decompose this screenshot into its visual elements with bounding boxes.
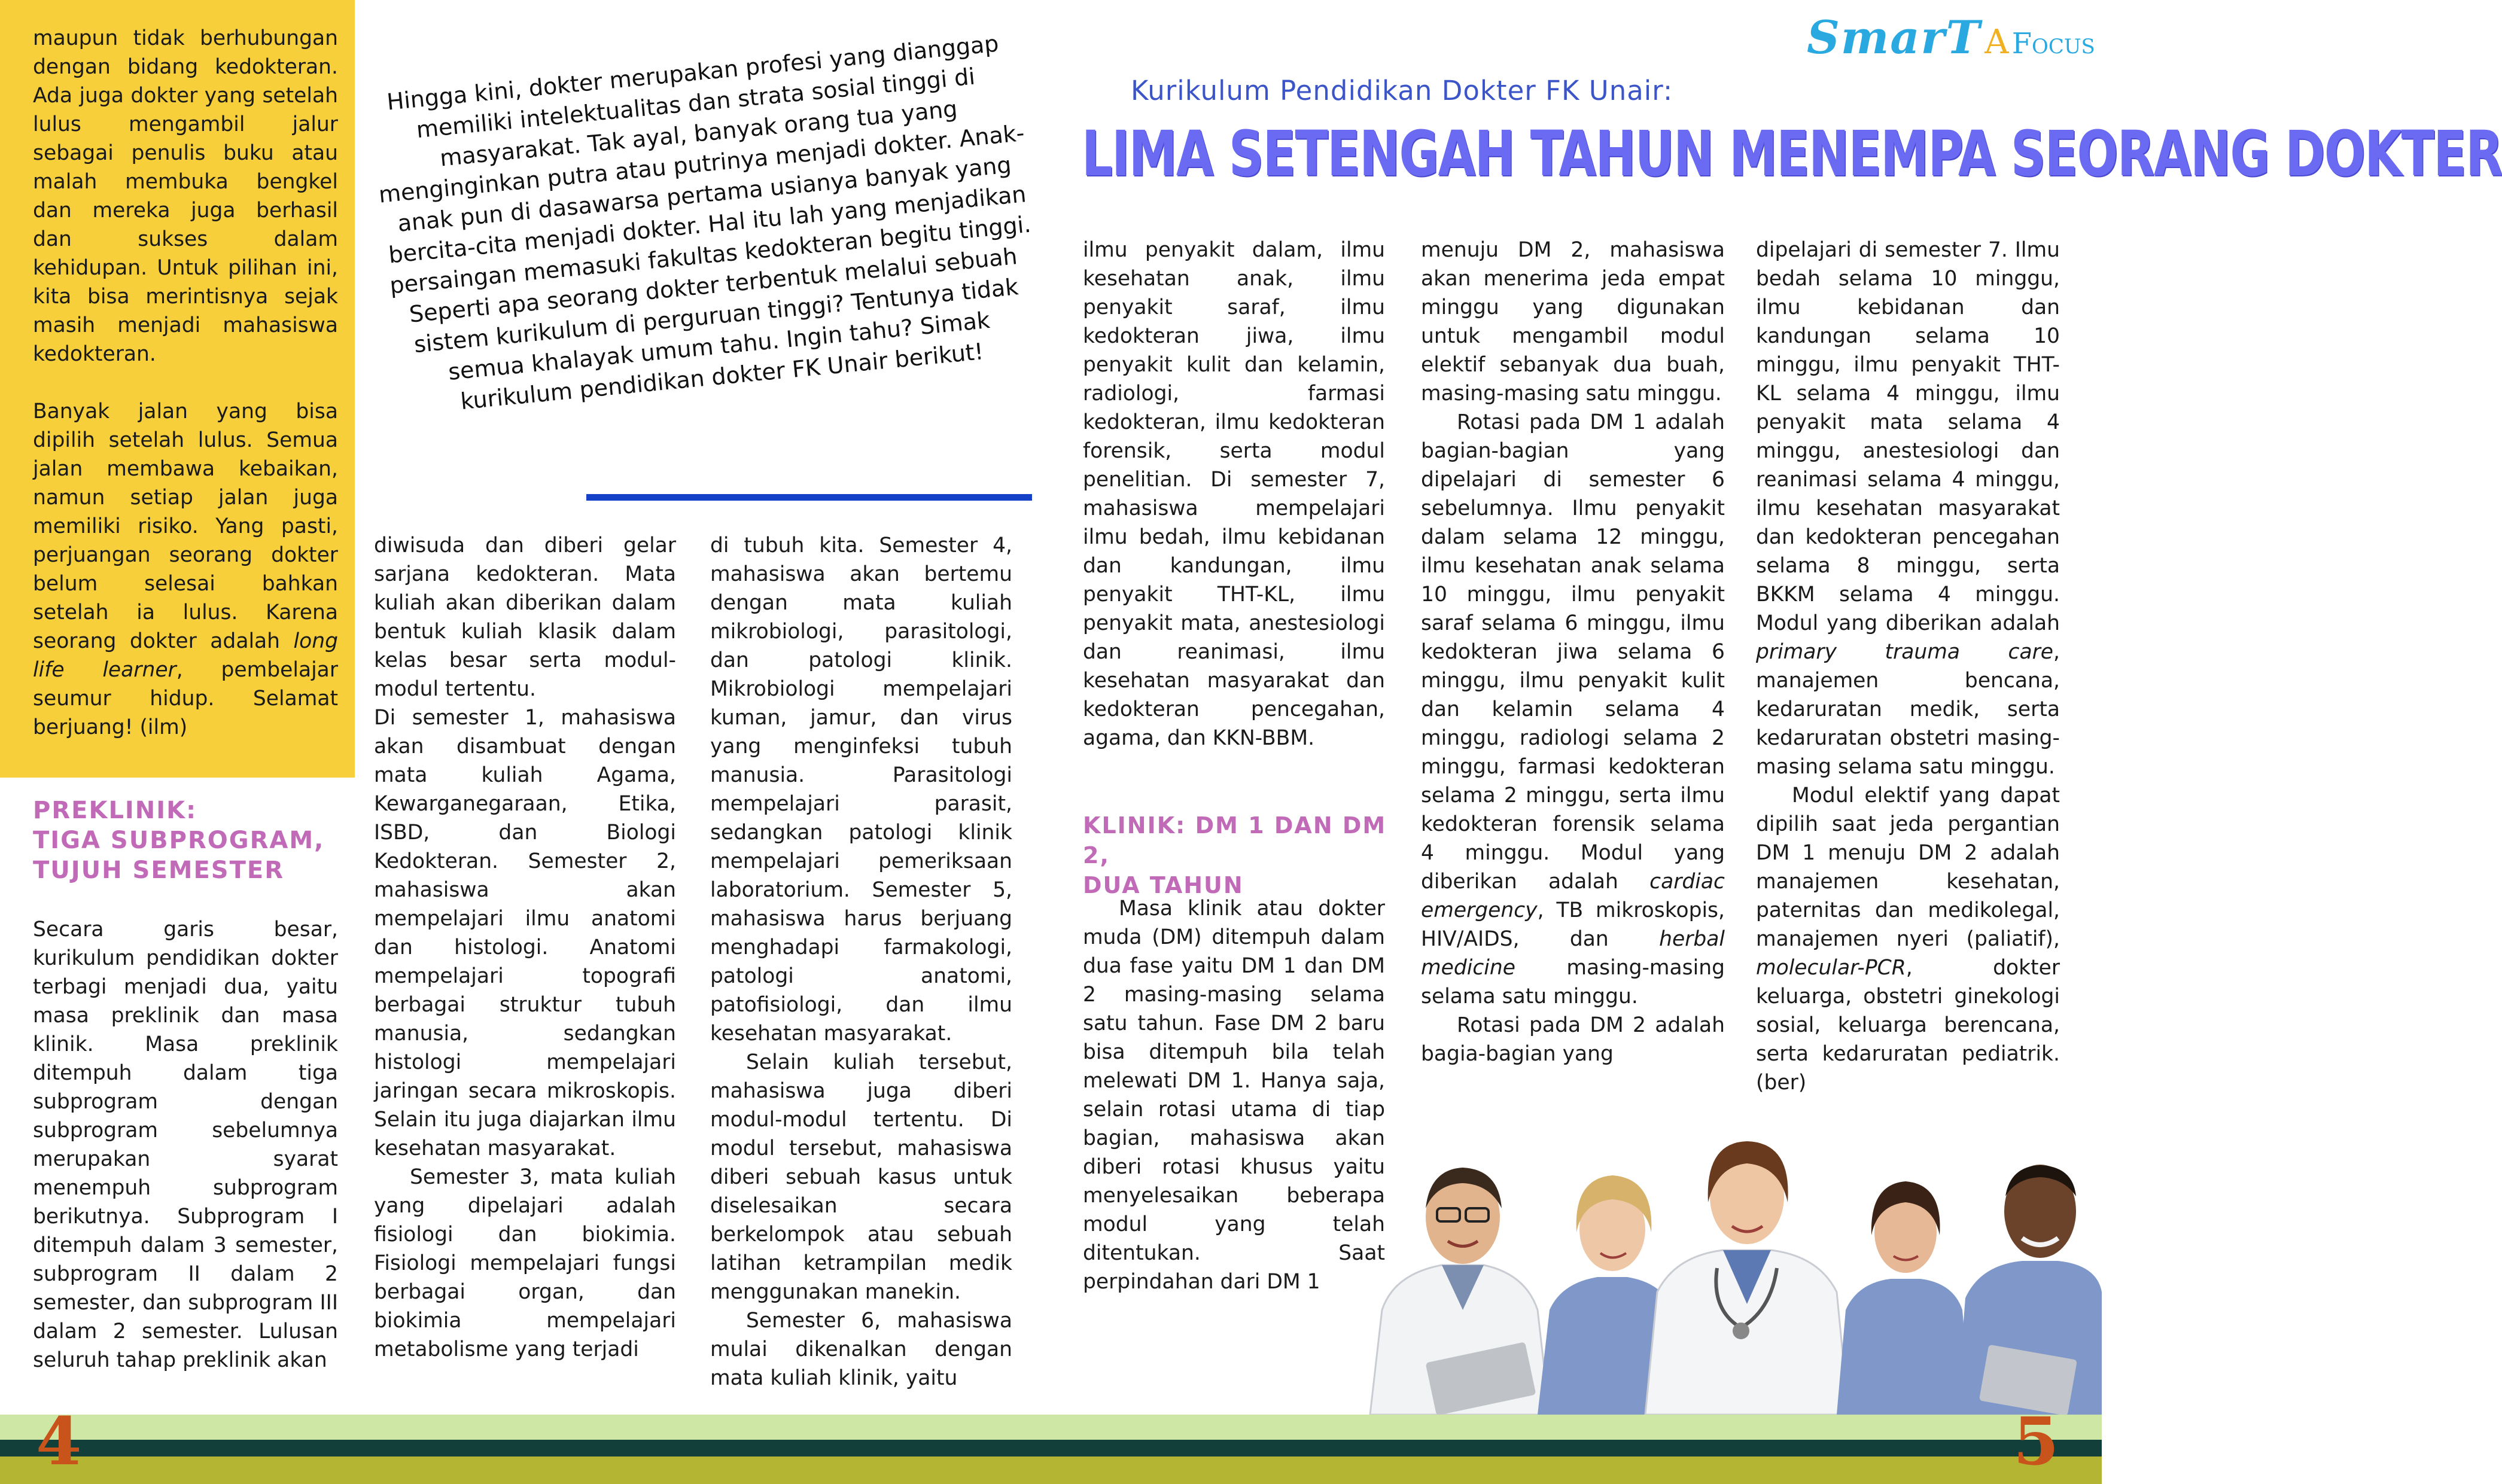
article-column-4b: [1083, 894, 1385, 1296]
article-headline: LIMA SETENGAH TAHUN MENEMPA SEORANG DOKTER: [1082, 117, 2502, 190]
intro-lead-text: Hingga kini, dokter merupakan profesi yang dianggap memiliki intelektualitas dan strata sosial tinggi di masyarakat. Tak ayal, banyak orang tua yang menginginkan putra atau putrinya menjadi dokter. Anak-anak pun di dasawarsa pertama usianya banyak yang bercita-cita menjadi dokter. Hal itu lah yang menjadikan persaingan memasuki fakultas kedokteran begitu tinggi. Seperti apa seorang dokter terbentuk melalui sebuah sistem kurikulum di perguruan tinggi? Tentunya tidak semua khalayak umum tahu. Ingin tahu? Simak kurikulum pendidikan dokter FK Unair berikut!: [378, 30, 1032, 415]
doctor-figure-4: [1837, 1181, 1971, 1415]
column-3-paragraph-2: Selain kuliah tersebut, mahasiswa juga diberi modul-modul tertentu. Di modul tersebut, mahasiswa diberi sebuah kasus untuk diselesaikan secara berkelompok atau sebuah latihan ketrampilan medik menggunakan manekin.: [710, 1050, 1012, 1304]
subhead-preklinik-line-2: TIGA SUBPROGRAM,: [33, 827, 325, 854]
article-column-3: [710, 531, 1012, 1392]
column-6-paragraph-1: dipelajari di semester 7. Ilmu bedah selama 10 minggu, ilmu kebidanan dan kandungan selama 10 minggu, ilmu penyakit THT-KL selama 4 minggu, ilmu penyakit mata selama 4 minggu, anestesiologi dan reanimasi selama 4 minggu, ilmu kesehatan masyarakat dan kedokteran pencegahan selama 8 minggu, serta BKKM selama 4 minggu. Modul yang diberikan adalah primary trauma care, manajemen bencana, kedaruratan medik, serta kedaruratan obstetri masing-masing selama satu minggu.: [1756, 238, 2060, 779]
column-2-paragraph-1: diwisuda dan diberi gelar sarjana kedokteran. Mata kuliah akan diberikan dalam bentuk kuliah klasik dalam kelas besar serta modul-modul tertentu.: [374, 534, 676, 701]
column-3-paragraph-3: Semester 6, mahasiswa mulai dikenalkan dengan mata kuliah klinik, yaitu: [710, 1309, 1012, 1390]
column-6-paragraph-2: Modul elektif yang dapat dipilih saat jeda pergantian DM 1 menuju DM 2 adalah manajemen kesehatan, paternitas dan medikolegal, manajemen nyeri (paliatif), molecular-PCR, dokter keluarga, obstetri ginekologi sosial, keluarga berencana, serta kedaruratan pediatrik. (ber): [1756, 784, 2060, 1095]
logo-smart-text: SmarT: [1807, 11, 1981, 64]
article-column-1: [33, 915, 338, 1375]
subhead-preklinik-line-1: PREKLINIK:: [33, 797, 197, 824]
article-column-6: [1756, 236, 2060, 1097]
logo-focus-text: Focus: [2011, 27, 2095, 60]
column-5-paragraph-2: Rotasi pada DM 1 adalah bagian-bagian yang dipelajari di semester 6 sebelumnya. Ilmu penyakit dalam selama 12 minggu, ilmu kesehatan anak selama 10 minggu, ilmu penyakit saraf selama 6 minggu, ilmu kedokteran jiwa selama 6 minggu, ilmu penyakit kulit dan kelamin selama 4 minggu, radiologi selama 2 minggu, farmasi kedokteran selama 2 minggu, serta ilmu kedokteran forensik selama 4 minggu. Modul yang diberikan adalah cardiac emergency, TB mikroskopis, HIV/AIDS, dan herbal medicine masing-masing selama satu minggu.: [1421, 410, 1725, 1008]
article-column-2: [374, 531, 676, 1364]
subhead-klinik: [1083, 810, 1418, 900]
intro-divider-rule: [586, 494, 1032, 501]
column-2-paragraph-2: Di semester 1, mahasiswa akan disambuat dengan mata kuliah Agama, Kewarganegaraan, Etika, ISBD, dan Biologi Kedokteran. Semester 2, mahasiswa akan mempelajari ilmu anatomi dan histologi. Anatomi mempelajari topografi berbagai struktur tubuh manusia, sedangkan histologi mempelajari jaringan secara mikroskopis. Selain itu juga diajarkan ilmu kesehatan masyarakat.: [374, 706, 676, 1160]
column-5-paragraph-3: Rotasi pada DM 2 adalah bagia-bagian yang: [1421, 1013, 1725, 1066]
column-4-paragraph-1: ilmu penyakit dalam, ilmu kesehatan anak, ilmu penyakit saraf, ilmu kedokteran jiwa, ilmu penyakit kulit dan kelamin, radiologi, farmasi kedokteran, ilmu kedokteran forensik, serta modul penelitian. Di semester 7, mahasiswa mempelajari ilmu bedah, ilmu kebidanan dan kandungan, ilmu penyakit THT-KL, ilmu penyakit mata, anestesiologi dan reanimasi, ilmu kesehatan masyarakat dan kedokteran pencegahan, agama, dan KKN-BBM.: [1083, 238, 1385, 750]
subhead-preklinik-line-3: TUJUH SEMESTER: [33, 857, 285, 884]
page-number-right: 5: [2013, 1403, 2059, 1480]
column-3-paragraph-1: di tubuh kita. Semester 4, mahasiswa akan bertemu dengan mata kuliah mikrobiologi, parasitologi, dan patologi klinik. Mikrobiologi mempelajari kuman, jamur, dan virus yang menginfeksi tubuh manusia. Parasitologi mempelajari parasit, sedangkan patologi klinik mempelajari pemeriksaan laboratorium. Semester 5, mahasiswa harus berjuang menghadapi farmakologi, patologi anatomi, patofisiologi, dan ilmu kesehatan masyarakat.: [710, 534, 1012, 1046]
doctor-figure-3: [1645, 1141, 1849, 1415]
column-5-paragraph-1: menuju DM 2, mahasiswa akan menerima jeda empat minggu yang digunakan untuk mengambil modul elektif sebanyak dua buah, masing-masing satu minggu.: [1421, 238, 1725, 406]
doctors-group-photo: [1358, 1113, 2102, 1415]
doctor-figure-1: [1370, 1168, 1550, 1416]
column-1-paragraph: Secara garis besar, kurikulum pendidikan dokter terbagi menjadi dua, yaitu masa preklinik dan masa klinik. Masa preklinik ditempuh dalam tiga subprogram dengan subprogram sebelumnya merupakan syarat menempuh subprogram berikutnya. Subprogram I ditempuh dalam 3 semester, subprogram II dalam 2 semester, dan subprogram III dalam 2 semester. Lulusan seluruh tahap preklinik akan: [33, 918, 338, 1372]
article-column-4: [1083, 236, 1385, 752]
subhead-klinik-line-1: KLINIK: DM 1 DAN DM 2,: [1083, 812, 1387, 869]
logo-a-text: A: [1984, 23, 2009, 62]
footer-bar-dark: [0, 1440, 2102, 1456]
smart-a-focus-logo: [1807, 11, 2095, 64]
footer-bar-olive: [0, 1456, 2102, 1484]
footer-bar-light: [0, 1415, 2102, 1440]
doctor-figure-5: [1956, 1165, 2102, 1416]
article-column-5: [1421, 236, 1725, 1068]
page-number-left: 4: [36, 1403, 82, 1480]
yellow-paragraph-2: Banyak jalan yang bisa dipilih setelah lulus. Semua jalan membawa kebaikan, namun setiap jalan juga memiliki risiko. Yang pasti, perjuangan seorang dokter belum selesai bahkan setelah ia lulus. Karena seorang dokter adalah long life learner, pembelajar seumur hidup. Selamat berjuang! (ilm): [33, 400, 338, 739]
column-4-paragraph-2: Masa klinik atau dokter muda (DM) ditempuh dalam dua fase yaitu DM 1 dan DM 2 masing-masing selama satu tahun. Fase DM 2 baru bisa ditempuh bila telah melewati DM 1. Hanya saja, selain rotasi utama di tiap bagian, mahasiswa akan diberi rotasi khusus yaitu menyelesaikan beberapa modul yang telah ditentukan. Saat perpindahan dari DM 1: [1083, 897, 1385, 1294]
yellow-sidebar-text: [33, 24, 338, 742]
yellow-paragraph-1: maupun tidak berhubungan dengan bidang kedokteran. Ada juga dokter yang setelah lulus mengambil jalur sebagai penulis buku atau malah membuka bengkel dan mereka juga berhasil dan sukses dalam kehidupan. Untuk pilihan ini, kita bisa merintisnya sejak masih menjadi mahasiswa kedokteran.: [33, 26, 338, 366]
article-kicker: Kurikulum Pendidikan Dokter FK Unair:: [1131, 75, 1673, 106]
subhead-klinik-line-2: DUA TAHUN: [1083, 872, 1244, 898]
column-2-paragraph-3: Semester 3, mata kuliah yang dipelajari adalah fisiologi dan biokimia. Fisiologi mempelajari fungsi berbagai organ, dan biokimia mempelajari metabolisme yang terjadi: [374, 1165, 676, 1361]
subhead-preklinik: [33, 796, 344, 885]
